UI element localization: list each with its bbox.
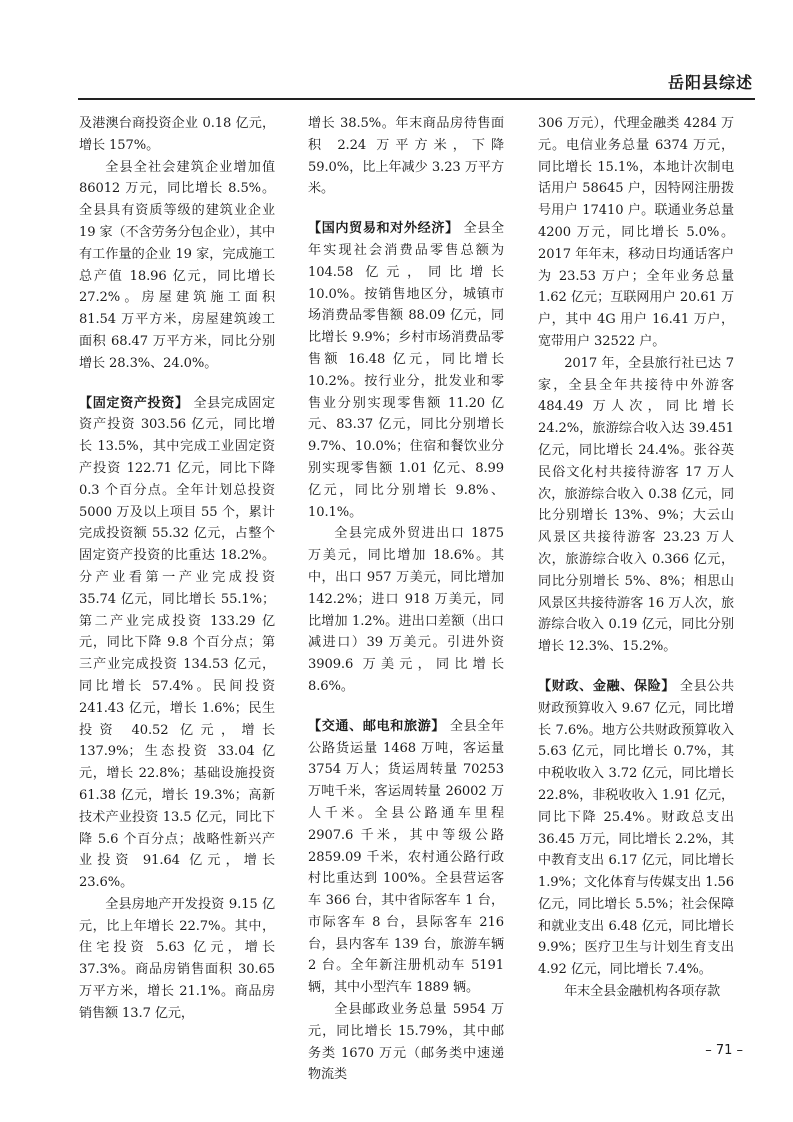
section-text: 全县全年公路货运量 1468 万吨，客运量 3754 万人；货运周转量 70253 万吨千米，客运周转量 26002 万人千米。全县公路通车里程 2907.6 千米，其中等级公路 2859.09 千米，农村通公路行政村比重达到 100%。全县营运客车 366 台，其中省际客车 1 台，市际客车 8 台，县际客车 216 台，县内客车 139 台，旅游车辆 2 台。全年新注册机动车 5191 辆，其中小型汽车 1889 辆。 (308, 718, 504, 996)
section-text: 全县公共财政预算收入 9.67 亿元，同比增长 7.6%。地方公共财政预算收入 5.63 亿元，同比增长 0.7%，其中税收收入 3.72 亿元，同比增长 22.8%，非税收收入 1.91 亿元，同比下降 25.4%。财政总支出 36.45 万元，同比增长 2.2%，其中教育支出 6.17 亿元，同比增长 1.9%；文化体育与传媒支出 1.56 亿元，同比增长 5.5%；社会保障和就业支出 6.48 亿元，同比增长 9.9%；医疗卫生与计划生育支出 4.92 亿元，同比增长 7.4%。 (538, 678, 734, 978)
text-column-2 (308, 113, 504, 1086)
paragraph (308, 716, 504, 999)
paragraph (308, 218, 504, 523)
text-column-1 (79, 113, 275, 1025)
paragraph (79, 393, 275, 894)
section-text: 全县完成固定资产投资 303.56 亿元，同比增长 13.5%，其中完成工业固定资产投资 122.71 亿元，同比下降 0.3 个百分点。全年计划总投资 5000 万及以上项目 55 个，累计完成投资额 55.32 亿元，占整个固定资产投资的比重达 18.2%。分产业看第一产业完成投资 35.74 亿元，同比增长 55.1%；第二产业完成投资 133.29 亿元，同比下降 9.8 个百分点；第三产业完成投资 134.53 亿元，同比增长 57.4%。民间投资 241.43 亿元，增长 1.6%；民生投资 40.52 亿元，增长 137.9%；生态投资 33.04 亿元，增长 22.8%；基础设施投资 61.38 亿元，增长 19.3%；高新技术产业投资 13.5 亿元，同比下降 5.6 个百分点；战略性新兴产业投资 91.64 亿元，增长 23.6%。 (79, 395, 276, 891)
paragraph: 全县全社会建筑企业增加值 86012 万元，同比增长 8.5%。全县具有资质等级的建筑业企业 19 家（不含劳务分包企业），其中有工作量的企业 19 家，完成施工总产值 18.96 亿元，同比增长 27.2%。房屋建筑施工面积 81.54 万平方米，房屋建筑竣工面积 68.47 万平方米，同比分别增长 28.3%、24.0%。 (79, 159, 275, 371)
section-text: 全县全年实现社会消费品零售总额为 104.58 亿元，同比增长 10.0%。按销售地区分，城镇市场消费品零售额 88.09 亿元，同比增长 9.9%；乡村市场消费品零售额 16.48 亿元，同比增长 10.2%。按行业分，批发业和零售业分别实现零售额 11.20 亿元、83.37 亿元，同比分别增长 9.7%、10.0%；住宿和餐饮业分别实现零售额 1.01 亿元、8.99 亿元，同比分别增长 9.8%、10.1%。 (308, 221, 505, 520)
paragraph: 全县完成外贸进出口 1875 万美元，同比增加 18.6%。其中，出口 957 万美元，同比增加 142.2%；进口 918 万美元，同比增加 1.2%。进出口差额（出口减进口）39 万美元。引进外资 3909.6 万美元，同比增长 8.6%。 (308, 526, 504, 694)
paragraph: 全县邮政业务总量 5954 万元，同比增长 15.79%，其中邮务类 1670 万元（邮务类中速递物流类 (308, 1002, 504, 1083)
header-rule (78, 98, 755, 100)
paragraph: 年末全县金融机构各项存款 (564, 984, 721, 1000)
paragraph: 306 万元），代理金融类 4284 万元。电信业务总量 6374 万元，同比增长 15.1%，本地计次制电话用户 58645 户，因特网注册拨号用户 17410 户。联通业务总量 4200 万元，同比增长 5.0%。2017 年年末，移动日均通话客户为 23.53 万户；全年业务总量 1.62 亿元；互联网用户 20.61 万户，其中 4G 用户 16.41 万户，宽带用户 32522 户。 (538, 116, 734, 349)
paragraph: 全县房地产开发投资 9.15 亿元，比上年增长 22.7%。其中，住宅投资 5.63 亿元，增长 37.3%。商品房销售面积 30.65 万平方米，增长 21.1%。商品房销售额 13.7 亿元， (79, 896, 275, 1021)
section-heading-fixed-investment: 【固定资产投资】 (79, 395, 189, 411)
text-column-3 (538, 113, 734, 1003)
page-number: – 71 – (705, 1043, 743, 1058)
section-heading-finance: 【财政、金融、保险】 (538, 678, 676, 694)
paragraph (538, 676, 734, 981)
paragraph: 2017 年，全县旅行社已达 7 家，全县全年共接待中外游客 484.49 万人次，同比增长 24.2%，旅游综合收入达 39.451 亿元，同比增长 24.4%。张谷英民俗文化村共接待游客 17 万人次，旅游综合收入 0.38 亿元，同比分别增长 13%、9%；大云山风景区共接待游客 23.23 万人次，旅游综合收入 0.366 亿元，同比分别增长 5%、8%；相思山风景区共接待游客 16 万人次，旅游综合收入 0.19 亿元，同比分别增长 12.3%、15.2%。 (538, 355, 734, 655)
section-heading-transport: 【交通、邮电和旅游】 (308, 718, 446, 734)
paragraph: 及港澳台商投资企业 0.18 亿元，增长 157%。 (79, 116, 275, 153)
paragraph: 增长 38.5%。年末商品房待售面积 2.24 万平方米，下降 59.0%，比上年减少 3.23 万平方米。 (308, 116, 504, 197)
running-header-title: 岳阳县综述 (667, 73, 753, 92)
section-heading-trade: 【国内贸易和对外经济】 (308, 221, 459, 237)
